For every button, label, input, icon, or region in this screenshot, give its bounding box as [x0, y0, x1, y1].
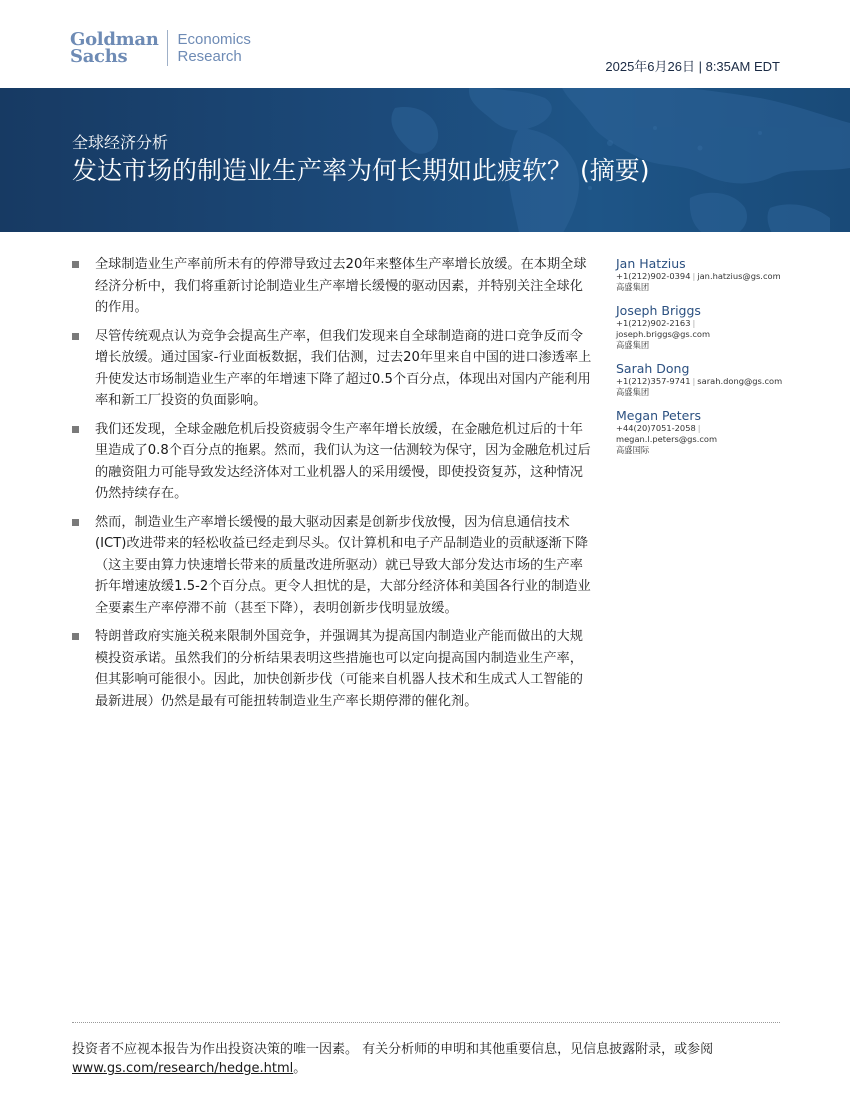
- report-series-label: 全球经济分析: [72, 133, 169, 152]
- summary-bullet: [72, 419, 592, 505]
- footer-divider: [72, 1022, 780, 1023]
- author-email[interactable]: joseph.briggs@gs.com: [616, 329, 711, 339]
- contact-separator: |: [692, 271, 696, 281]
- author-list: [616, 256, 806, 466]
- author-name: Sarah Dong: [616, 361, 690, 376]
- disclosure-text: 投资者不应视本报告为作出投资决策的唯一因素。 有关分析师的申明和其他重要信息，见信息披露附录，或参阅: [72, 1042, 714, 1057]
- bullet-square-icon: [72, 333, 79, 340]
- author-name: Joseph Briggs: [616, 303, 701, 318]
- author-email[interactable]: megan.l.peters@gs.com: [616, 434, 718, 444]
- author-card: [616, 361, 806, 398]
- summary-bullet: [72, 326, 592, 412]
- author-card: [616, 408, 806, 456]
- author-phone: +1(212)357-9741: [616, 376, 691, 386]
- bullet-square-icon: [72, 633, 79, 640]
- contact-separator: |: [692, 318, 696, 328]
- author-email[interactable]: jan.hatzius@gs.com: [697, 271, 781, 281]
- summary-bullet: [72, 512, 592, 620]
- bullet-square-icon: [72, 519, 79, 526]
- author-phone: +1(212)902-2163: [616, 318, 691, 328]
- bullet-square-icon: [72, 261, 79, 268]
- author-contact: [616, 271, 806, 282]
- author-organization: 高盛集团: [616, 282, 650, 292]
- author-contact: [616, 423, 806, 434]
- division-line-research: Research: [177, 48, 242, 65]
- disclosure-suffix: 。: [293, 1061, 307, 1076]
- author-organization: 高盛国际: [616, 445, 650, 455]
- logo-divider: [167, 30, 168, 66]
- summary-bullet: [72, 626, 592, 712]
- bullet-text: 我们还发现，全球金融危机后投资疲弱令生产率年增长放缓，在金融危机过后的十年里造成了0.8个百分点的拖累。然而，我们认为这一估测较为保守，因为金融危机过后的融资阻力可能导致发达经济体对工业机器人的采用缓慢，即使投资复苏，这种情况仍然持续存在。: [95, 421, 591, 501]
- logo-line-sachs: Sachs: [70, 46, 128, 67]
- bullet-text: 特朗普政府实施关税来限制外国竞争，并强调其为提高国内制造业产能而做出的大规模投资承诺。虽然我们的分析结果表明这些措施也可以定向提高国内制造业生产率，但其影响可能很小。因此，加快创新步伐（可能来自机器人技术和生成式人工智能的最新进展）仍然是最有可能扭转制造业生产率长期停滞的催化剂。: [95, 629, 583, 709]
- bullet-square-icon: [72, 426, 79, 433]
- author-organization: 高盛集团: [616, 340, 650, 350]
- author-contact: [616, 318, 806, 329]
- author-name: Megan Peters: [616, 408, 701, 423]
- summary-bullet: [72, 254, 592, 319]
- author-card: [616, 303, 806, 351]
- contact-separator: |: [692, 376, 696, 386]
- author-phone: +1(212)902-0394: [616, 271, 691, 281]
- contact-separator: |: [697, 423, 701, 433]
- report-title: 发达市场的制造业生产率为何长期如此疲软？ (摘要): [72, 156, 650, 185]
- logo-line-goldman: Goldman: [70, 29, 159, 50]
- bullet-text: 全球制造业生产率前所未有的停滞导致过去20年来整体生产率增长放缓。在本期全球经济分析中，我们将重新讨论制造业生产率增长缓慢的驱动因素，并特别关注全球化的作用。: [95, 257, 587, 315]
- author-card: [616, 256, 806, 293]
- author-email[interactable]: sarah.dong@gs.com: [697, 376, 783, 386]
- bullet-text: 然而，制造业生产率增长缓慢的最大驱动因素是创新步伐放慢，因为信息通信技术(ICT)改进带来的轻松收益已经走到尽头。仅计算机和电子产品制造业的贡献逐渐下降（这主要由算力快速增长带来的质量改进所驱动）就已导致大部分发达市场的生产率折年增速放缓1.5-2个百分点。更令人担忧的是，大部分经济体和美国各行业的制造业全要素生产率停滞不前（甚至下降），表明创新步伐明显放缓。: [95, 514, 591, 616]
- logo-wordmark: [70, 31, 159, 65]
- disclosure-link[interactable]: www.gs.com/research/hedge.html: [72, 1061, 294, 1076]
- publication-date: 2025年6月26日 | 8:35AM EDT: [605, 59, 780, 74]
- disclosure-footer: [72, 1040, 780, 1078]
- goldman-sachs-logo: [70, 30, 251, 66]
- author-name: Jan Hatzius: [616, 256, 686, 271]
- author-organization: 高盛集团: [616, 387, 650, 397]
- title-banner: [0, 88, 850, 232]
- division-line-economics: Economics: [177, 31, 251, 48]
- author-contact: [616, 376, 806, 387]
- author-phone: +44(20)7051-2058: [616, 423, 696, 433]
- summary-bullet-list: [72, 254, 592, 719]
- bullet-text: 尽管传统观点认为竞争会提高生产率，但我们发现来自全球制造商的进口竞争反而令增长放缓。通过国家-行业面板数据，我们估测，过去20年里来自中国的进口渗透率上升使发达市场制造业生产率的年增速下降了超过0.5个百分点，体现出对国内产能利用率和新工厂投资的负面影响。: [95, 328, 592, 408]
- division-name: [178, 31, 251, 65]
